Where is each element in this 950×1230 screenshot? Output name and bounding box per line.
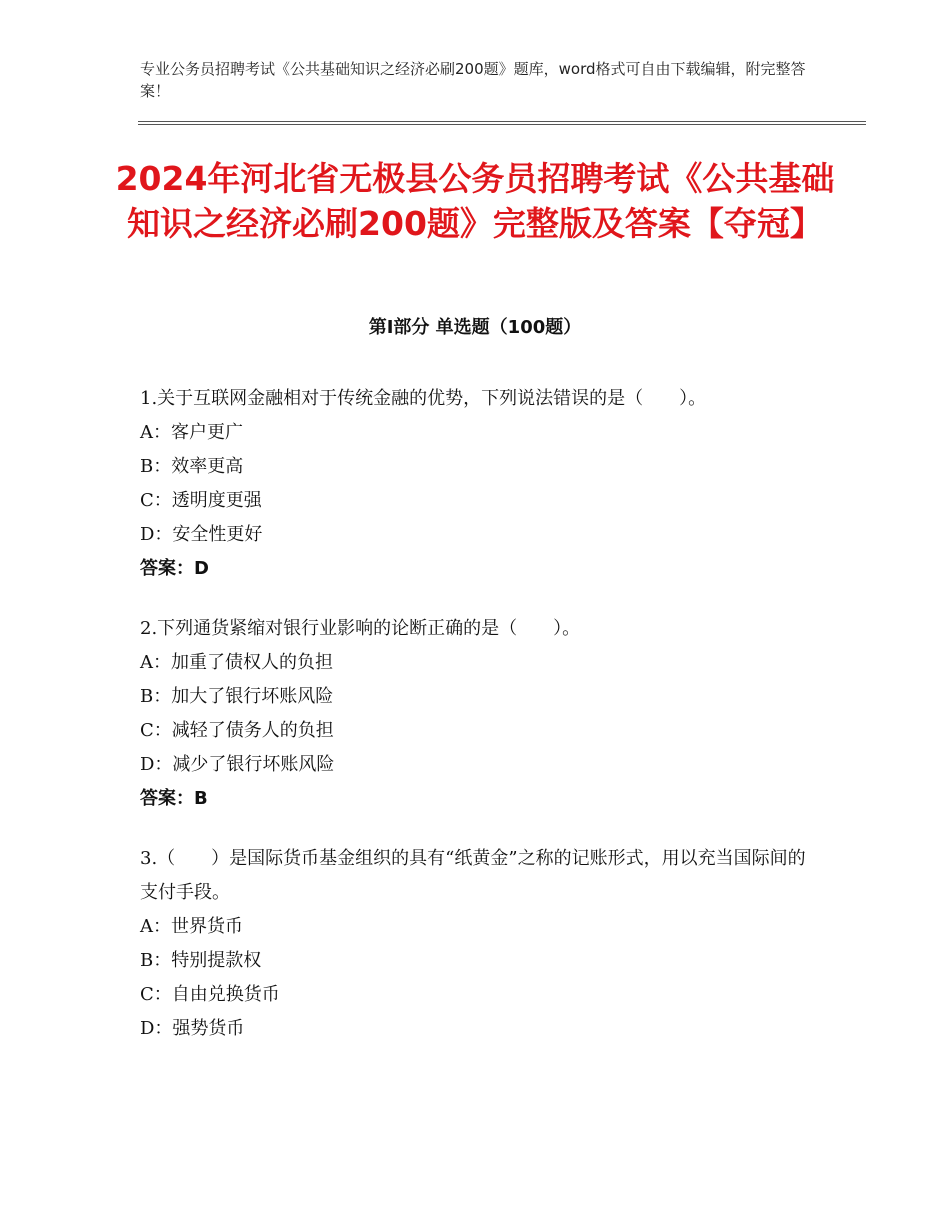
document-title: 2024年河北省无极县公务员招聘考试《公共基础知识之经济必刷200题》完整版及答案【夺冠】 [115, 159, 835, 243]
option-d: D：安全性更好 [140, 524, 263, 545]
question-stem: 2.下列通货紧缩对银行业影响的论断正确的是（ ）。 [140, 618, 581, 639]
header-note: 专业公务员招聘考试《公共基础知识之经济必刷200题》题库，word格式可自由下载编辑，附完整答案！ [140, 60, 806, 100]
header-rule-secondary [138, 124, 866, 125]
question-2 [140, 612, 820, 816]
answer: 答案：D [140, 558, 209, 579]
option-c: C：自由兑换货币 [140, 984, 280, 1005]
option-a: A：客户更广 [140, 422, 243, 443]
section-heading: 第Ⅰ部分 单选题（100题） [368, 317, 582, 338]
option-d: D：减少了银行坏账风险 [140, 754, 335, 775]
option-a: A：世界货币 [140, 916, 243, 937]
question-stem: 1.关于互联网金融相对于传统金融的优势，下列说法错误的是（ ）。 [140, 388, 707, 409]
question-3 [140, 842, 820, 1046]
option-c: C：减轻了债务人的负担 [140, 720, 334, 741]
option-b: B：特别提款权 [140, 950, 262, 971]
answer: 答案：B [140, 788, 208, 809]
option-c: C：透明度更强 [140, 490, 262, 511]
question-1 [140, 382, 820, 586]
option-a: A：加重了债权人的负担 [140, 652, 333, 673]
option-d: D：强势货币 [140, 1018, 245, 1039]
option-b: B：效率更高 [140, 456, 244, 477]
option-b: B：加大了银行坏账风险 [140, 686, 334, 707]
question-list [140, 382, 820, 1072]
header-rule [138, 121, 866, 122]
question-stem: 3.（ ）是国际货币基金组织的具有“纸黄金”之称的记账形式，用以充当国际间的支付手段。 [140, 848, 806, 903]
